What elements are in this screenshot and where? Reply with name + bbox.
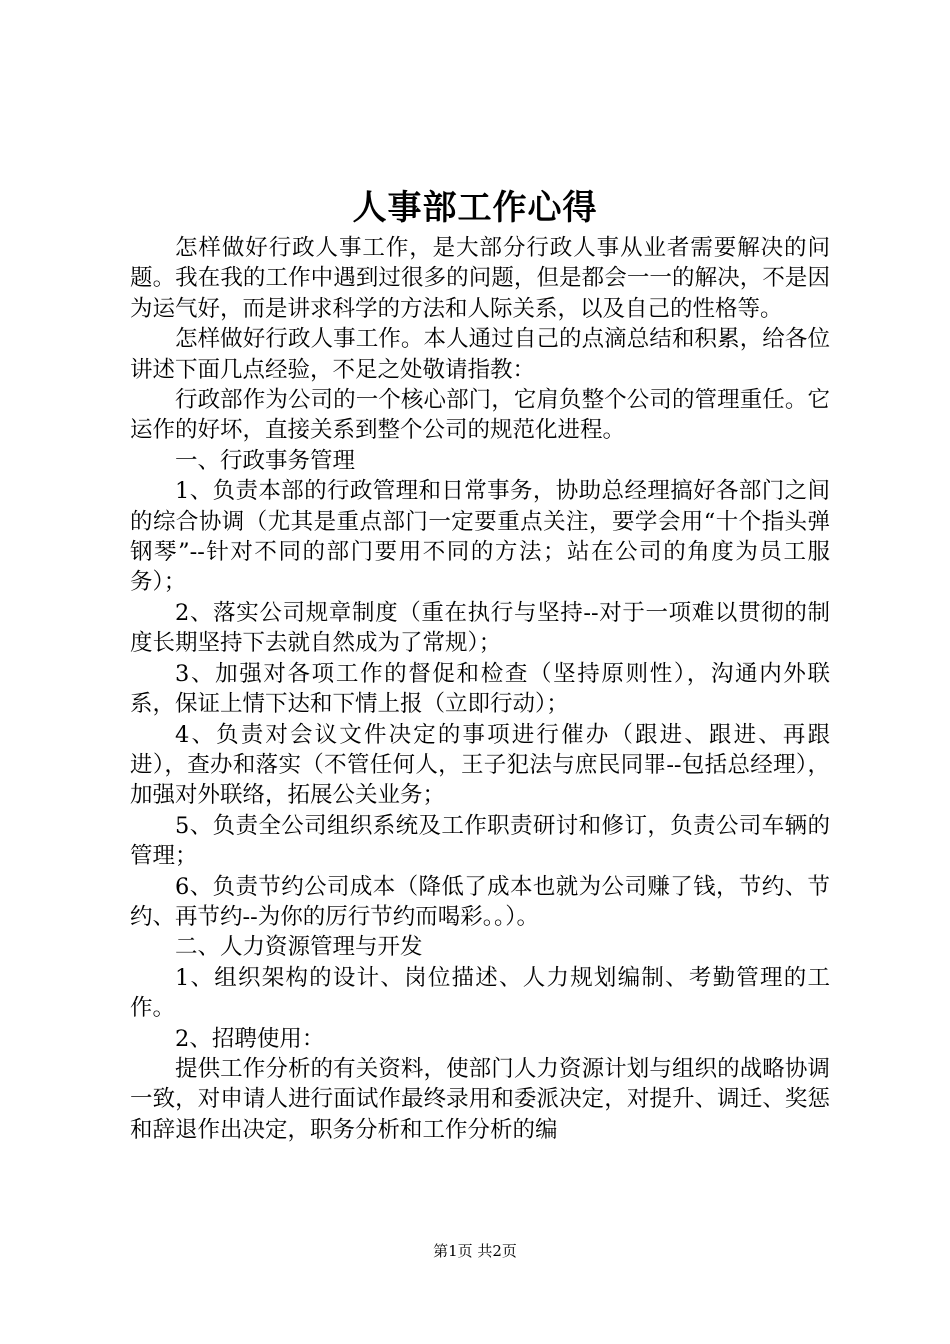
document-title: 人事部工作心得 — [352, 188, 598, 228]
paragraph: 1、组织架构的设计、岗位描述、人力规划编制、考勤管理的工作。 — [130, 964, 830, 1022]
paragraph: 行政部作为公司的一个核心部门，它肩负整个公司的管理重任。它运作的好坏，直接关系到整个公司的规范化进程。 — [130, 387, 830, 444]
document-body — [130, 233, 830, 1145]
paragraph: 怎样做好行政人事工作，是大部分行政人事从业者需要解决的问题。我在我的工作中遇到过很多的问题，但是都会一一的解决，不是因为运气好，而是讲求科学的方法和人际关系，以及自己的性格等。 — [130, 235, 830, 322]
section-heading: 一、行政事务管理 — [175, 447, 356, 474]
paragraph: 4、负责对会议文件决定的事项进行催办（跟进、跟进、再跟进），查办和落实（不管任何人，王子犯法与庶民同罪--包括总经理），加强对外联络，拓展公关业务； — [130, 721, 830, 809]
paragraph: 2、落实公司规章制度（重在执行与坚持--对于一项难以贯彻的制度长期坚持下去就自然成为了常规）； — [130, 599, 830, 657]
paragraph: 3、加强对各项工作的督促和检查（坚持原则性），沟通内外联系，保证上情下达和下情上报（立即行动）； — [130, 660, 830, 718]
paragraph: 6、负责节约公司成本（降低了成本也就为公司赚了钱，节约、节约、再节约--为你的厉行节约而喝彩。。）。 — [130, 873, 830, 930]
paragraph: 提供工作分析的有关资料，使部门人力资源计划与组织的战略协调一致，对申请人进行面试作最终录用和委派决定，对提升、调迁、奖惩和辞退作出决定，职务分析和工作分析的编 — [130, 1055, 830, 1143]
page-number-footer: 第1页 共2页 — [433, 1242, 517, 1260]
paragraph: 2、招聘使用： — [175, 1025, 325, 1052]
paragraph: 1、负责本部的行政管理和日常事务，协助总经理搞好各部门之间的综合协调（尤其是重点部门一定要重点关注，要学会用“十个指头弹钢琴”--针对不同的部门要用不同的方法；站在公司的角度为员工服务）； — [130, 478, 830, 596]
paragraph: 5、负责全公司组织系统及工作职责研讨和修订，负责公司车辆的管理； — [130, 812, 830, 870]
paragraph: 怎样做好行政人事工作。本人通过自己的点滴总结和积累，给各位讲述下面几点经验，不足之处敬请指教： — [130, 326, 830, 383]
section-heading: 二、人力资源管理与开发 — [175, 934, 423, 961]
